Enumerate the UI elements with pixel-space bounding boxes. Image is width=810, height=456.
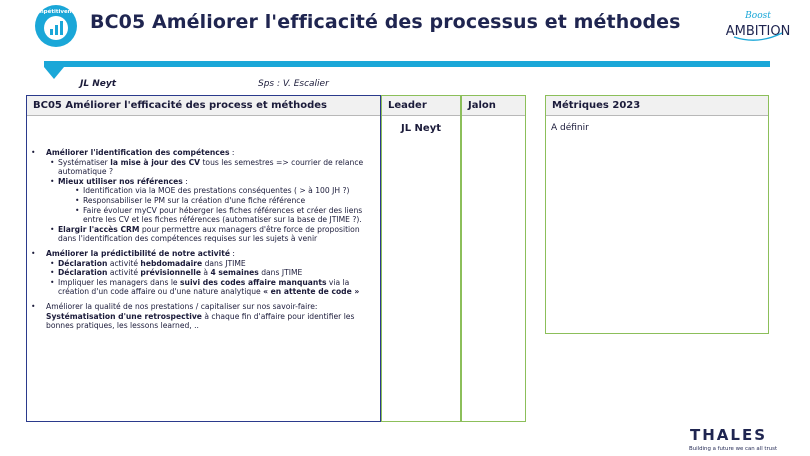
- metrics-panel: [545, 95, 769, 334]
- list-item: • Identification via la MOE des prestations conséquentes ( > à 100 JH ?): [75, 186, 376, 196]
- jalon-column: [461, 95, 526, 422]
- bullet-title: Améliorer la prédictibilité de notre activité: [46, 248, 231, 258]
- bullet-title: Améliorer l'identification des compétences: [46, 148, 230, 157]
- competitiveness-logo: [30, 4, 82, 48]
- actions-header: BC05 Améliorer l'efficacité des process et méthodes: [27, 96, 380, 116]
- metrics-value: A définir: [551, 123, 589, 133]
- list-item: • Responsabiliser le PM sur la création d'une fiche référence: [75, 196, 376, 206]
- list-item: • Faire évoluer myCV pour héberger les fiches références et créer des liens entre les CV et les fiches références (automatiser sur la base de JTIME ?).: [75, 206, 376, 225]
- page-title: BC05 Améliorer l'efficacité des processus et méthodes: [90, 11, 681, 33]
- svg-text:Boost: Boost: [745, 11, 771, 21]
- list-item: • Améliorer la qualité de nos prestations / capitaliser sur nos savoir-faire: Systématisation d'une retrospective à chaque fin d'affaire pour identifier les bonnes pratiques, les lessons learned, ..: [31, 302, 376, 331]
- svg-text:AMBITION: AMBITION: [725, 24, 791, 39]
- list-item: • Mieux utiliser nos références : • Identification via la MOE des prestations conséquentes ( > à 100 JH ?) • Responsabiliser le PM sur la création d'une fiche référence • Faire évoluer myCV pour héberger les fiches références et créer des liens entre les CV et les fiches références (automatiser sur la base de JTIME ?).: [50, 177, 376, 225]
- list-item: • Améliorer l'identification des compétences : • Systématiser la mise à jour des CV tous les semestres => courrier de relance automatique ? • Mieux utiliser nos références : • Identification via la MOE des prestations conséquentes ( > à 100 JH ?) • Responsabiliser le PM sur la création d'une fiche référence • Faire évoluer myCV pour héberger les fiches références et créer des liens entre les CV et les fiches références (automatiser sur la base de JTIME ?). • Elargir l'accès CRM pour permettre aux managers d'être force de proposition dans l'identification des compétences requises sur les sujets à venir: [31, 148, 376, 244]
- actions-panel: [26, 95, 381, 422]
- leader-column: [381, 95, 461, 422]
- jalon-header: Jalon: [462, 96, 525, 116]
- list-item: • Déclaration activité hebdomadaire dans JTIME: [50, 259, 376, 269]
- leader-header: Leader: [382, 96, 460, 116]
- list-item: • Améliorer la prédictibilité de notre activité : • Déclaration activité hebdomadaire dans JTIME • Déclaration activité prévisionnelle à 4 semaines dans JTIME • Impliquer les managers dans le suivi des codes affaire manquants via la création d'un code affaire ou d'une nature analytique « en attente de code »: [31, 249, 376, 297]
- svg-text:Compétitiveness: Compétitiveness: [30, 9, 82, 15]
- thales-logo: THALES: [690, 426, 768, 444]
- owner-name: JL Neyt: [80, 79, 117, 89]
- header-divider: [44, 61, 770, 67]
- metrics-header: Métriques 2023: [546, 96, 768, 116]
- list-item: • Elargir l'accès CRM pour permettre aux managers d'être force de proposition dans l'identification des compétences requises sur les sujets à venir: [50, 225, 376, 244]
- ambition-logo: [712, 7, 804, 43]
- list-item: • Impliquer les managers dans le suivi des codes affaire manquants via la création d'un code affaire ou d'une nature analytique « en attente de code »: [50, 278, 376, 297]
- list-item: • Systématiser la mise à jour des CV tous les semestres => courrier de relance automatique ?: [50, 158, 376, 177]
- list-item: • Déclaration activité prévisionnelle à 4 semaines dans JTIME: [50, 268, 376, 278]
- actions-content: [31, 148, 376, 336]
- sponsor-name: Sps : V. Escalier: [258, 79, 329, 89]
- divider-pointer: [44, 67, 64, 79]
- thales-tagline: Building a future we can all trust: [689, 446, 778, 452]
- leader-value: JL Neyt: [400, 123, 442, 134]
